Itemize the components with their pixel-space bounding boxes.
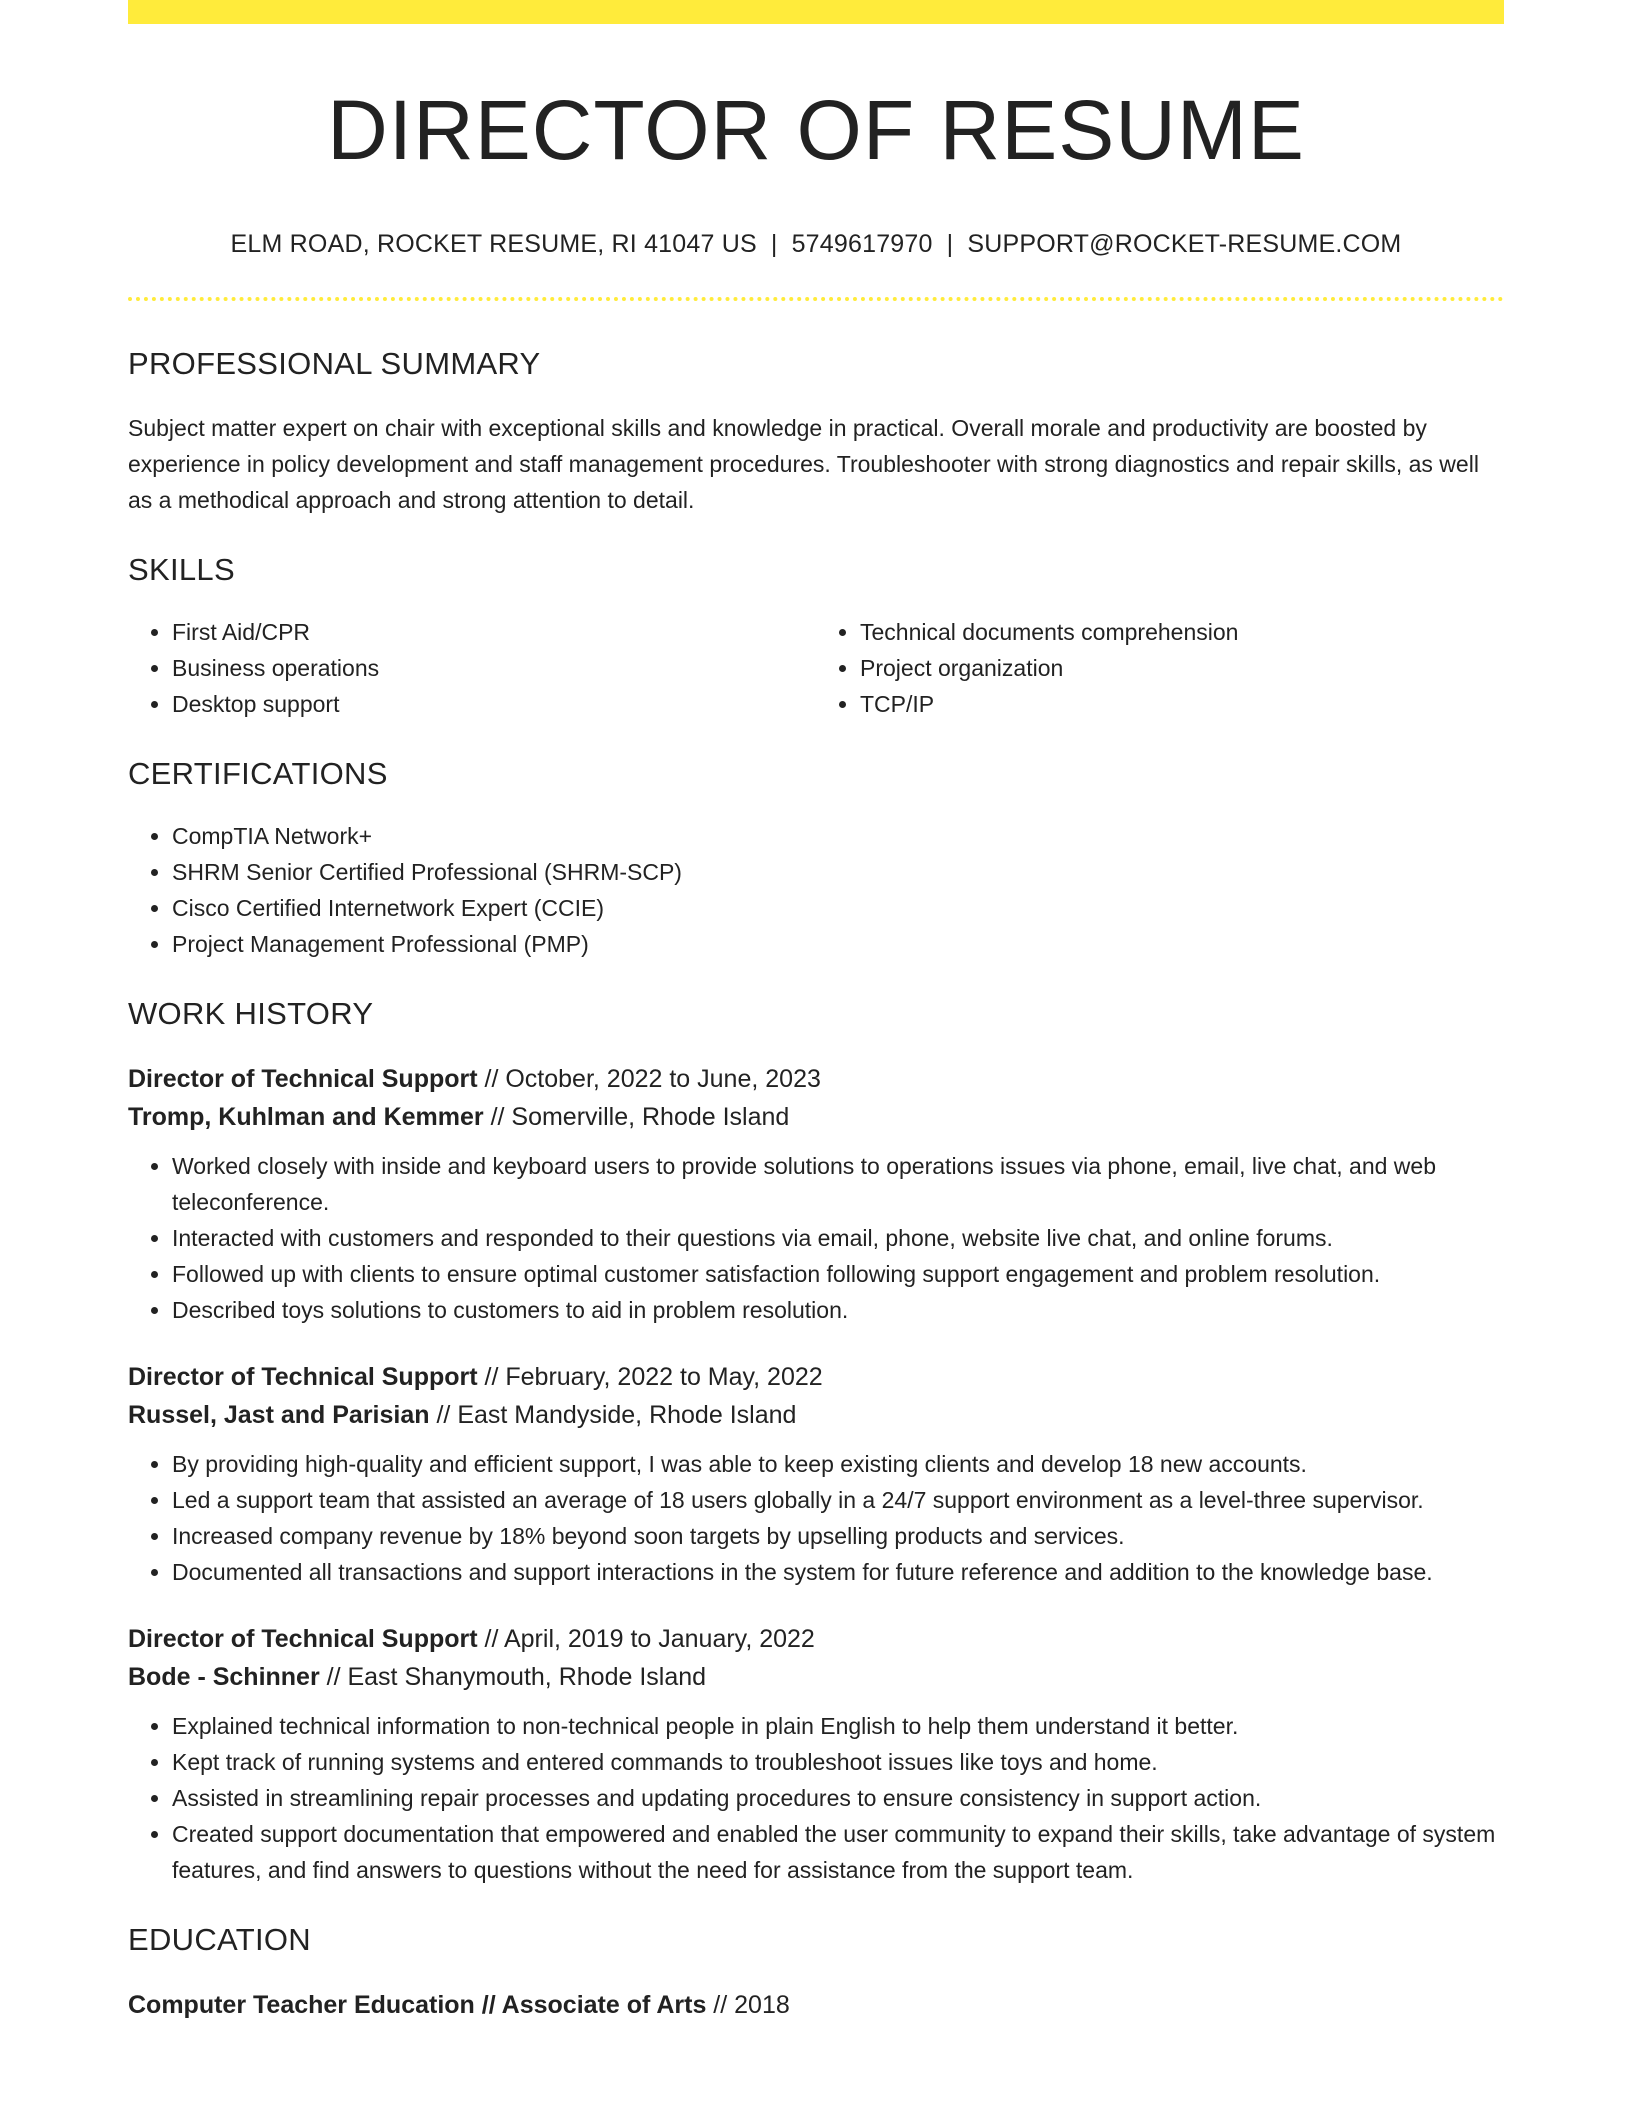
skill-item: • TCP/IP — [860, 686, 1504, 722]
job-company: Bode - Schinner — [128, 1663, 320, 1692]
job-bullet: • Documented all transactions and support interactions in the system for future reference and addition to the knowledge base. — [172, 1554, 1504, 1590]
job-role: Director of Technical Support — [128, 1065, 478, 1094]
job-role: Director of Technical Support — [128, 1363, 478, 1392]
job-bullet: • Led a support team that assisted an average of 18 users globally in a 24/7 support environment as a level-three supervisor. — [172, 1482, 1504, 1518]
job-bullet: • Assisted in streamlining repair processes and updating procedures to ensure consistency in support action. — [172, 1780, 1504, 1816]
job-bullet: • By providing high-quality and efficient support, I was able to keep existing clients and develop 18 new accounts. — [172, 1446, 1504, 1482]
job-dates: // October, 2022 to June, 2023 — [477, 1065, 821, 1094]
certifications-heading: CERTIFICATIONS — [128, 756, 388, 792]
job-company-line — [128, 1396, 1504, 1434]
separator: | — [770, 230, 778, 259]
certification-item: • Project Management Professional (PMP) — [172, 926, 1504, 962]
job-entry — [128, 1060, 1504, 1328]
education-entry — [128, 1986, 1504, 2024]
resume-page — [128, 0, 1504, 2024]
education-degree: Computer Teacher Education // Associate of Arts — [128, 1991, 707, 2020]
work-history-heading: WORK HISTORY — [128, 996, 374, 1032]
email: SUPPORT@ROCKET-RESUME.COM — [967, 230, 1402, 259]
job-bullet: • Explained technical information to non-technical people in plain English to help them understand it better. — [172, 1708, 1504, 1744]
skills-list — [128, 614, 1504, 722]
job-role: Director of Technical Support — [128, 1625, 478, 1654]
job-bullet: • Followed up with clients to ensure optimal customer satisfaction following support engagement and problem resolution. — [172, 1256, 1504, 1292]
job-location: // East Mandyside, Rhode Island — [429, 1401, 797, 1430]
job-bullet: • Interacted with customers and responded to their questions via email, phone, website live chat, and online forums. — [172, 1220, 1504, 1256]
job-location: // Somerville, Rhode Island — [483, 1103, 790, 1132]
job-bullet: • Created support documentation that empowered and enabled the user community to expand their skills, take advantage of system features, and find answers to questions without the need for assistance from the support team. — [172, 1816, 1504, 1888]
job-dates: // February, 2022 to May, 2022 — [477, 1363, 823, 1392]
job-title-line — [128, 1620, 1504, 1658]
job-bullet: • Worked closely with inside and keyboard users to provide solutions to operations issues via phone, email, live chat, and web teleconference. — [172, 1148, 1504, 1220]
skill-item: • First Aid/CPR — [172, 614, 816, 650]
dotted-divider — [128, 297, 1504, 301]
skill-item: • Desktop support — [172, 686, 816, 722]
phone: 5749617970 — [791, 230, 933, 259]
summary-text: Subject matter expert on chair with exceptional skills and knowledge in practical. Overall morale and productivity are boosted by experience in policy development and staff management procedures. Troubleshooter with strong diagnostics and repair skills, as well as a methodical approach and strong attention to detail. — [128, 415, 1479, 514]
certification-item: • CompTIA Network+ — [172, 818, 1504, 854]
job-bullet: • Kept track of running systems and entered commands to troubleshoot issues like toys and home. — [172, 1744, 1504, 1780]
job-bullet: • Increased company revenue by 18% beyond soon targets by upselling products and services. — [172, 1518, 1504, 1554]
skill-item: • Business operations — [172, 650, 816, 686]
address: ELM ROAD, ROCKET RESUME, RI 41047 US — [230, 230, 757, 259]
job-title-line — [128, 1060, 1504, 1098]
job-bullets — [128, 1148, 1504, 1328]
job-company-line — [128, 1098, 1504, 1136]
skills-column-right — [816, 614, 1504, 722]
education-heading: EDUCATION — [128, 1922, 311, 1958]
job-company: Russel, Jast and Parisian — [128, 1401, 430, 1430]
skill-item: • Project organization — [860, 650, 1504, 686]
accent-bar — [128, 0, 1504, 24]
contact-line — [128, 230, 1504, 259]
job-entry — [128, 1358, 1504, 1590]
skills-heading: SKILLS — [128, 552, 235, 588]
job-location: // East Shanymouth, Rhode Island — [319, 1663, 707, 1692]
work-history-list — [128, 1060, 1504, 1888]
job-dates: // April, 2019 to January, 2022 — [477, 1625, 815, 1654]
job-company-line — [128, 1658, 1504, 1696]
certifications-list — [128, 818, 1504, 962]
certification-item: • SHRM Senior Certified Professional (SHRM-SCP) — [172, 854, 1504, 890]
certification-item: • Cisco Certified Internetwork Expert (CCIE) — [172, 890, 1504, 926]
job-bullets — [128, 1708, 1504, 1888]
skills-column-left — [128, 614, 816, 722]
skill-item: • Technical documents comprehension — [860, 614, 1504, 650]
candidate-name: DIRECTOR OF RESUME — [327, 83, 1305, 177]
separator: | — [946, 230, 954, 259]
job-entry — [128, 1620, 1504, 1888]
job-bullet: • Described toys solutions to customers to aid in problem resolution. — [172, 1292, 1504, 1328]
job-title-line — [128, 1358, 1504, 1396]
job-company: Tromp, Kuhlman and Kemmer — [128, 1103, 484, 1132]
job-bullets — [128, 1446, 1504, 1590]
education-year: // 2018 — [706, 1991, 790, 2020]
summary-heading: PROFESSIONAL SUMMARY — [128, 346, 541, 382]
